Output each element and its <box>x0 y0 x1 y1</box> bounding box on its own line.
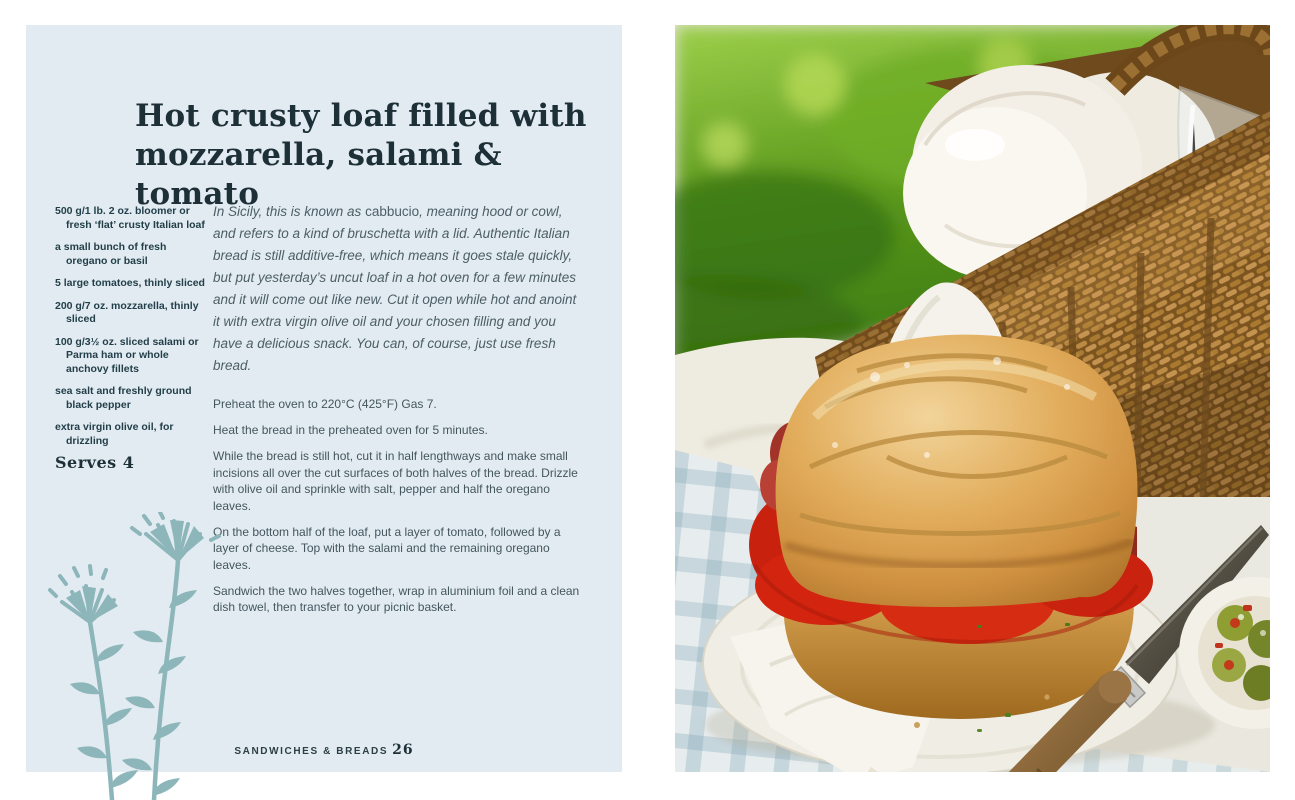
ingredient-item: 500 g/1 lb. 2 oz. bloomer or fresh ‘flat’ crusty Italian loaf <box>55 205 205 231</box>
ingredient-item: 200 g/7 oz. mozzarella, thinly sliced <box>55 299 199 325</box>
recipe-photo <box>675 25 1270 772</box>
bread-top <box>776 335 1138 607</box>
ingredient-item: 5 large tomatoes, thinly sliced <box>55 277 205 289</box>
footer-section-label: SANDWICHES & BREADS <box>234 746 389 757</box>
ingredient-item: sea salt and freshly ground black pepper <box>55 385 192 411</box>
title-line-1: Hot crusty loaf filled with <box>135 98 587 134</box>
method-step: Preheat the oven to 220°C (425°F) Gas 7. <box>213 397 437 411</box>
ingredient-item: extra virgin olive oil, for drizzling <box>55 421 174 447</box>
ingredients-list <box>55 205 207 457</box>
serves-label: Serves 4 <box>55 453 135 472</box>
footer-page-number: 26 <box>392 742 414 758</box>
page-title <box>135 97 595 214</box>
ingredient-item: 100 g/3½ oz. sliced salami or Parma ham or whole anchovy fillets <box>55 335 199 375</box>
recipe-body-column <box>213 201 585 625</box>
method-step: Heat the bread in the preheated oven for 5 minutes. <box>213 423 488 437</box>
method-step: On the bottom half of the loaf, put a layer of tomato, followed by a layer of cheese. Top with the salami and the remaining oregano leaves. <box>213 524 561 572</box>
sandwich <box>749 335 1153 719</box>
ingredient-item: a small bunch of fresh oregano or basil <box>55 241 167 267</box>
method-step: While the bread is still hot, cut it in half lengthways and make small incisions all over the cut surfaces of both halves of the bread. Drizzle with olive oil and sprinkle with salt, pepper and half the oregano leaves. <box>213 449 578 513</box>
intro-post: , meaning hood or cowl, and refers to a kind of bruschetta with a lid. Authentic Italian bread is still additive-free, which means it goes stale quickly, but put yesterday’s uncut loaf in a hot oven for a few minutes and it will come out like new. Cut it open while hot and anoint it with extra virgin olive oil and your chosen filling and you have a delicious snack. You can, of course, just use fresh bread. <box>213 204 577 373</box>
intro-pre: In Sicily, this is known as <box>213 204 366 219</box>
method-step: Sandwich the two halves together, wrap in aluminium foil and a clean dish towel, then transfer to your picnic basket. <box>213 583 580 614</box>
method-steps <box>213 396 585 616</box>
intro-term: cabbucio <box>365 204 420 219</box>
intro-paragraph <box>213 201 585 377</box>
title-line-2: mozzarella, salami & tomato <box>135 137 502 212</box>
flower-illustration-icon <box>28 512 223 800</box>
